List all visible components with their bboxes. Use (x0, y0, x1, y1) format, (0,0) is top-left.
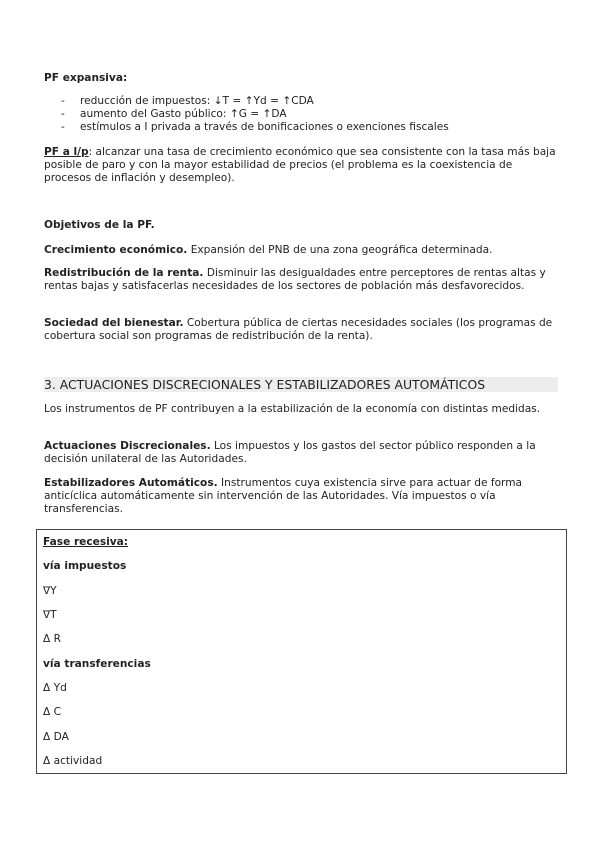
fase-recesiva-table (36, 529, 567, 774)
table-row (37, 700, 567, 724)
pf-lp-text: : alcanzar una tasa de crecimiento económico que sea consistente con la tasa más baja posible de paro y con la mayor estabilidad de precios (el problema es la coexistencia de procesos de inflación y desempleo). (44, 146, 556, 184)
pf-lp-label: PF a l/p (44, 146, 89, 158)
table-row (37, 530, 567, 555)
section-3-title: 3. ACTUACIONES DISCRECIONALES Y ESTABILIZADORES AUTOMÁTICOS (44, 377, 558, 392)
table-row (37, 676, 567, 700)
via-transferencias-label: vía transferencias (43, 657, 151, 670)
objetivos-heading: Objetivos de la PF. (44, 219, 155, 231)
discrecionales-text: Los impuestos y los gastos del sector público responden a la decisión unilateral de las Autoridades. (44, 440, 536, 465)
table-cell: ∇T (43, 609, 57, 622)
table-row (37, 749, 567, 774)
section-3-intro: Los instrumentos de PF contribuyen a la estabilización de la economía con distintas medidas. (44, 403, 541, 415)
fase-recesiva-heading: Fase recesiva: (43, 536, 129, 549)
objetivo-text: Disminuir las desigualdades entre perceptores de rentas altas y rentas bajas y satisfacerlas necesidades de los sectores de población más desfavorecidos. (44, 267, 546, 292)
table-row (37, 627, 567, 651)
objetivo-text: Expansión del PNB de una zona geográfica determinada. (187, 244, 493, 256)
objetivo-term: Redistribución de la renta. (44, 267, 204, 279)
via-impuestos-label: vía impuestos (43, 560, 127, 573)
objetivo-text: Cobertura pública de ciertas necesidades sociales (los programas de cobertura social son programas de redistribución de la renta). (44, 317, 553, 342)
objetivo-crecimiento (44, 244, 558, 257)
list-item: - aumento del Gasto público: ↑G = ↑DA (44, 108, 449, 121)
estabilizadores-term: Estabilizadores Automáticos. (44, 477, 218, 489)
table-cell: Δ DA (43, 730, 69, 743)
objetivo-bienestar (44, 317, 558, 343)
table-row (37, 724, 567, 748)
list-item: - estímulos a I privada a través de bonificaciones o exenciones fiscales (44, 121, 449, 134)
pf-expansiva-list (44, 95, 449, 134)
table-cell: Δ R (43, 633, 61, 646)
table-row (37, 554, 567, 578)
table-row (37, 651, 567, 675)
discrecionales-paragraph (44, 440, 558, 466)
objetivo-term: Sociedad del bienestar. (44, 317, 184, 329)
table-cell: Δ actividad (43, 754, 103, 767)
estabilizadores-paragraph (44, 477, 558, 516)
list-item: - reducción de impuestos: ↓T = ↑Yd = ↑CDA (44, 95, 449, 108)
table-row (37, 603, 567, 627)
estabilizadores-text: Instrumentos cuya existencia sirve para actuar de forma anticíclica automáticamente sin intervención de las Autoridades. Vía impuestos o vía transferencias. (44, 477, 523, 515)
objetivo-term: Crecimiento económico. (44, 244, 188, 256)
objetivo-redistribucion (44, 267, 558, 293)
pf-expansiva-heading: PF expansiva: (44, 72, 128, 84)
table-row (37, 579, 567, 603)
table-cell: ∇Y (43, 584, 57, 597)
discrecionales-term: Actuaciones Discrecionales. (44, 440, 211, 452)
table-cell: Δ Yd (43, 681, 67, 694)
pf-lp-paragraph (44, 146, 558, 185)
table-cell: Δ C (43, 706, 62, 719)
